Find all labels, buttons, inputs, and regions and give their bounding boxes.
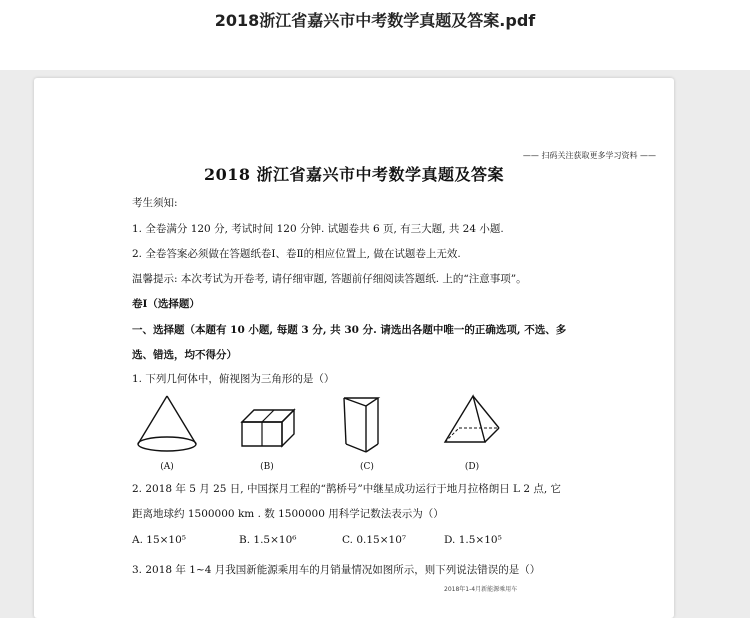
part-1-line-2: 选、错选，均不得分）	[132, 349, 237, 361]
option-a-value: 15×10⁵	[146, 534, 186, 546]
question-2-line-1: 2. 2018 年 5 月 25 日, 中国探月工程的“鹊桥号”中继星成功运行于地月拉格朗日 L 2 点, 它	[132, 483, 562, 495]
qr-note: —— 扫码关注获取更多学习资料 ——	[522, 151, 656, 160]
figure-c-label: (C)	[360, 462, 374, 472]
part-1-line-1: 一、选择题（本题有 10 小题, 每题 3 分, 共 30 分. 请选出各题中唯一的正确选项, 不选、多	[132, 324, 567, 336]
section-1: 卷Ⅰ（选择题）	[132, 298, 200, 310]
option-a	[132, 534, 186, 546]
notice-1: 1. 全卷满分 120 分, 考试时间 120 分钟. 试题卷共 6 页, 有三大题, 共 24 小题.	[132, 223, 504, 235]
option-a-letter: A.	[132, 534, 143, 546]
viewer-top-bar	[0, 0, 750, 70]
chart-caption-cutoff: 2018年1-4月新能源乘用车	[444, 586, 518, 593]
notice-2: 2. 全卷答案必须做在答题纸卷Ⅰ、卷Ⅱ的相应位置上, 做在试题卷上无效.	[132, 248, 461, 260]
figure-c	[332, 392, 402, 472]
option-b-value: 1.5×10⁶	[253, 534, 297, 546]
figure-d-label: (D)	[464, 462, 480, 472]
cuboid-icon	[232, 392, 302, 458]
question-1-figures	[132, 392, 532, 472]
figure-d	[437, 392, 507, 472]
file-title: 2018浙江省嘉兴市中考数学真题及答案.pdf	[214, 11, 536, 30]
exam-title: 2018 浙江省嘉兴市中考数学真题及答案	[203, 165, 505, 184]
pyramid-icon	[437, 392, 507, 458]
option-c-value: 0.15×10⁷	[356, 534, 407, 546]
option-d	[444, 534, 502, 546]
option-c	[342, 534, 406, 546]
option-d-value: 1.5×10⁵	[458, 534, 502, 546]
question-3: 3. 2018 年 1~4 月我国新能源乘用车的月销量情况如图所示，则下列说法错误的是（）	[132, 564, 541, 576]
option-d-letter: D.	[444, 534, 456, 546]
triangular-prism-icon	[332, 392, 402, 458]
cone-icon	[132, 392, 202, 458]
tip: 温馨提示: 本次考试为开卷考, 请仔细审题, 答题前仔细阅读答题纸. 上的“注意事项”。	[132, 273, 527, 285]
figure-a-label: (A)	[160, 462, 174, 472]
option-c-letter: C.	[342, 534, 353, 546]
figure-a	[132, 392, 202, 472]
figure-b-label: (B)	[260, 462, 274, 472]
option-b	[239, 534, 296, 546]
option-b-letter: B.	[239, 534, 251, 546]
pdf-page	[34, 78, 674, 618]
question-2-line-2: 距离地球约 1500000 km . 数 1500000 用科学记数法表示为（）	[132, 508, 444, 520]
question-1: 1. 下列几何体中，俯视图为三角形的是（）	[132, 373, 335, 385]
figure-b	[232, 392, 302, 472]
notice-header: 考生须知:	[132, 197, 178, 209]
